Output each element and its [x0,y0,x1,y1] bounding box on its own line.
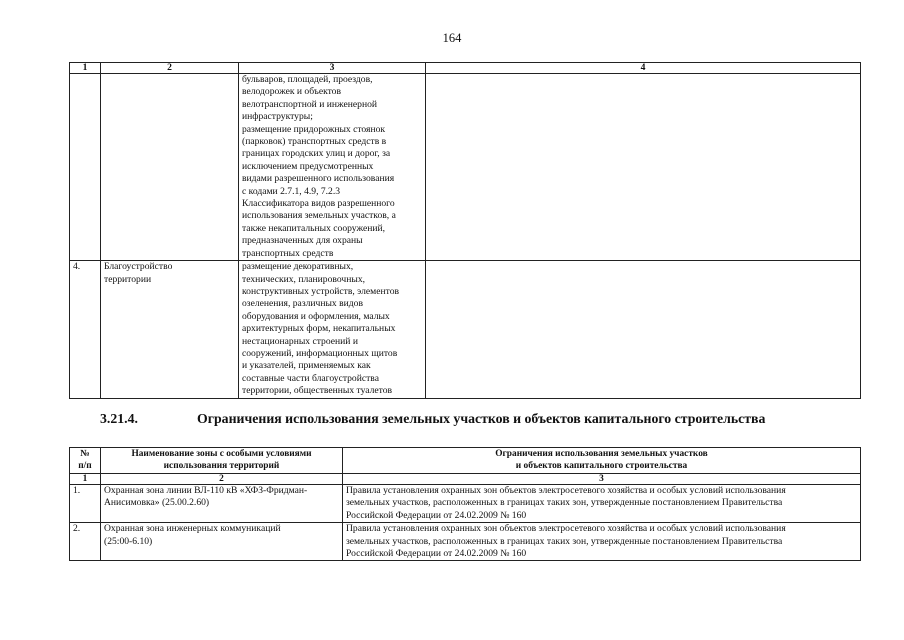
land-use-table [69,62,861,399]
text-line: Правила установления охранных зон объектов электросетевого хозяйства и особых условий использования [346,523,786,535]
text-line: п/п [78,460,92,471]
text-line: архитектурных форм, некапитальных [242,323,396,335]
use-type-cell [101,74,239,261]
text-line: Анисимовка» (25.00.2.60) [104,497,210,509]
restrictions-table [69,447,861,561]
text-line: № [80,449,90,459]
text-line: Правила установления охранных зон объектов электросетевого хозяйства и особых условий использования [346,485,786,496]
text-line: Российской Федерации от 24.02.2009 № 160 [346,509,527,521]
row-number-cell: 1. [70,485,101,523]
text-line: земельных участков, расположенных в границах таких зон, утвержденные постановлением Правительства [346,535,783,547]
column-index: 2 [101,63,239,74]
text-line: Классификатора видов разрешенного [242,198,395,210]
text-line: инфраструктуры; [242,111,313,123]
number-header [70,448,101,474]
zone-name-header [101,448,343,474]
text-line: границах городских улиц и дорог, за [242,148,391,160]
text-line: и объектов капитального строительства [515,460,688,471]
restrictions-header [343,448,861,474]
row-number-cell: 2. [70,523,101,561]
header-row [70,448,861,474]
text-line: Ограничения использования земельных участков [495,449,708,459]
text-line: Благоустройство [104,261,173,273]
text-line: Охранная зона линии ВЛ-110 кВ «ХФЗ-Фридман- [104,485,308,496]
restriction-cell [343,523,861,561]
column-index: 2 [101,474,343,485]
section-number: 3.21.4. [100,411,138,426]
text-line: транспортных средств [242,247,334,259]
text-line: технических, планировочных, [242,273,366,285]
column-index: 3 [343,474,861,485]
zone-name-cell [101,485,343,523]
text-line: нестационарных строений и [242,335,358,347]
column-index: 4 [426,63,861,74]
table-row [70,523,861,561]
text-line: предназначенных для охраны [242,235,363,247]
text-line: размещение придорожных стоянок [242,123,386,135]
text-line: видами разрешенного использования [242,173,395,185]
text-line: Российской Федерации от 24.02.2009 № 160 [346,548,527,560]
column-index: 1 [70,474,101,485]
text-line: территории [104,273,152,285]
section-title: Ограничения использования земельных участков и объектов капитального строительства [197,411,766,426]
use-type-cell [101,261,239,398]
page-number: 164 [442,31,462,45]
text-line: (парковок) транспортных средств в [242,136,387,148]
text-line: территории, общественных туалетов [242,385,393,397]
text-line: озеленения, различных видов [242,298,363,310]
text-line: и указателей, применяемых как [242,360,371,372]
column-index: 3 [239,63,426,74]
row-number-cell [70,74,101,261]
text-line: велодорожек и объектов [242,86,342,98]
use-description-cell [239,261,426,398]
table-row [70,485,861,523]
text-line: конструктивных устройств, элементов [242,285,400,297]
text-line: Охранная зона инженерных коммуникаций [104,523,281,535]
table-row [70,74,861,261]
text-line: бульваров, площадей, проездов, [242,74,373,85]
text-line: использования территорий [163,460,280,471]
text-line: составные части благоустройства [242,372,379,384]
parameters-cell [426,74,861,261]
table-row [70,261,861,398]
text-line: (25:00-6.10) [104,535,153,547]
restriction-cell [343,485,861,523]
text-line: Наименование зоны с особыми условиями [131,449,312,459]
zone-name-cell [101,523,343,561]
column-index-row [70,63,861,74]
text-line: исключением предусмотренных [242,160,374,172]
text-line: размещение декоративных, [242,261,354,273]
text-line: сооружений, информационных щитов [242,347,398,359]
row-number-cell: 4. [70,261,101,398]
text-line: велотранспортной и инженерной [242,98,378,110]
text-line: оборудования и оформления, малых [242,310,390,322]
text-line: с кодами 2.7.1, 4.9, 7.2.3 [242,185,341,197]
section-heading [100,411,765,427]
column-index-row [70,474,861,485]
use-description-cell [239,74,426,261]
parameters-cell [426,261,861,398]
text-line: использования земельных участков, а [242,210,396,222]
text-line: земельных участков, расположенных в границах таких зон, утвержденные постановлением Правительства [346,497,783,509]
column-index: 1 [70,63,101,74]
text-line: также некапитальных сооружений, [242,222,386,234]
